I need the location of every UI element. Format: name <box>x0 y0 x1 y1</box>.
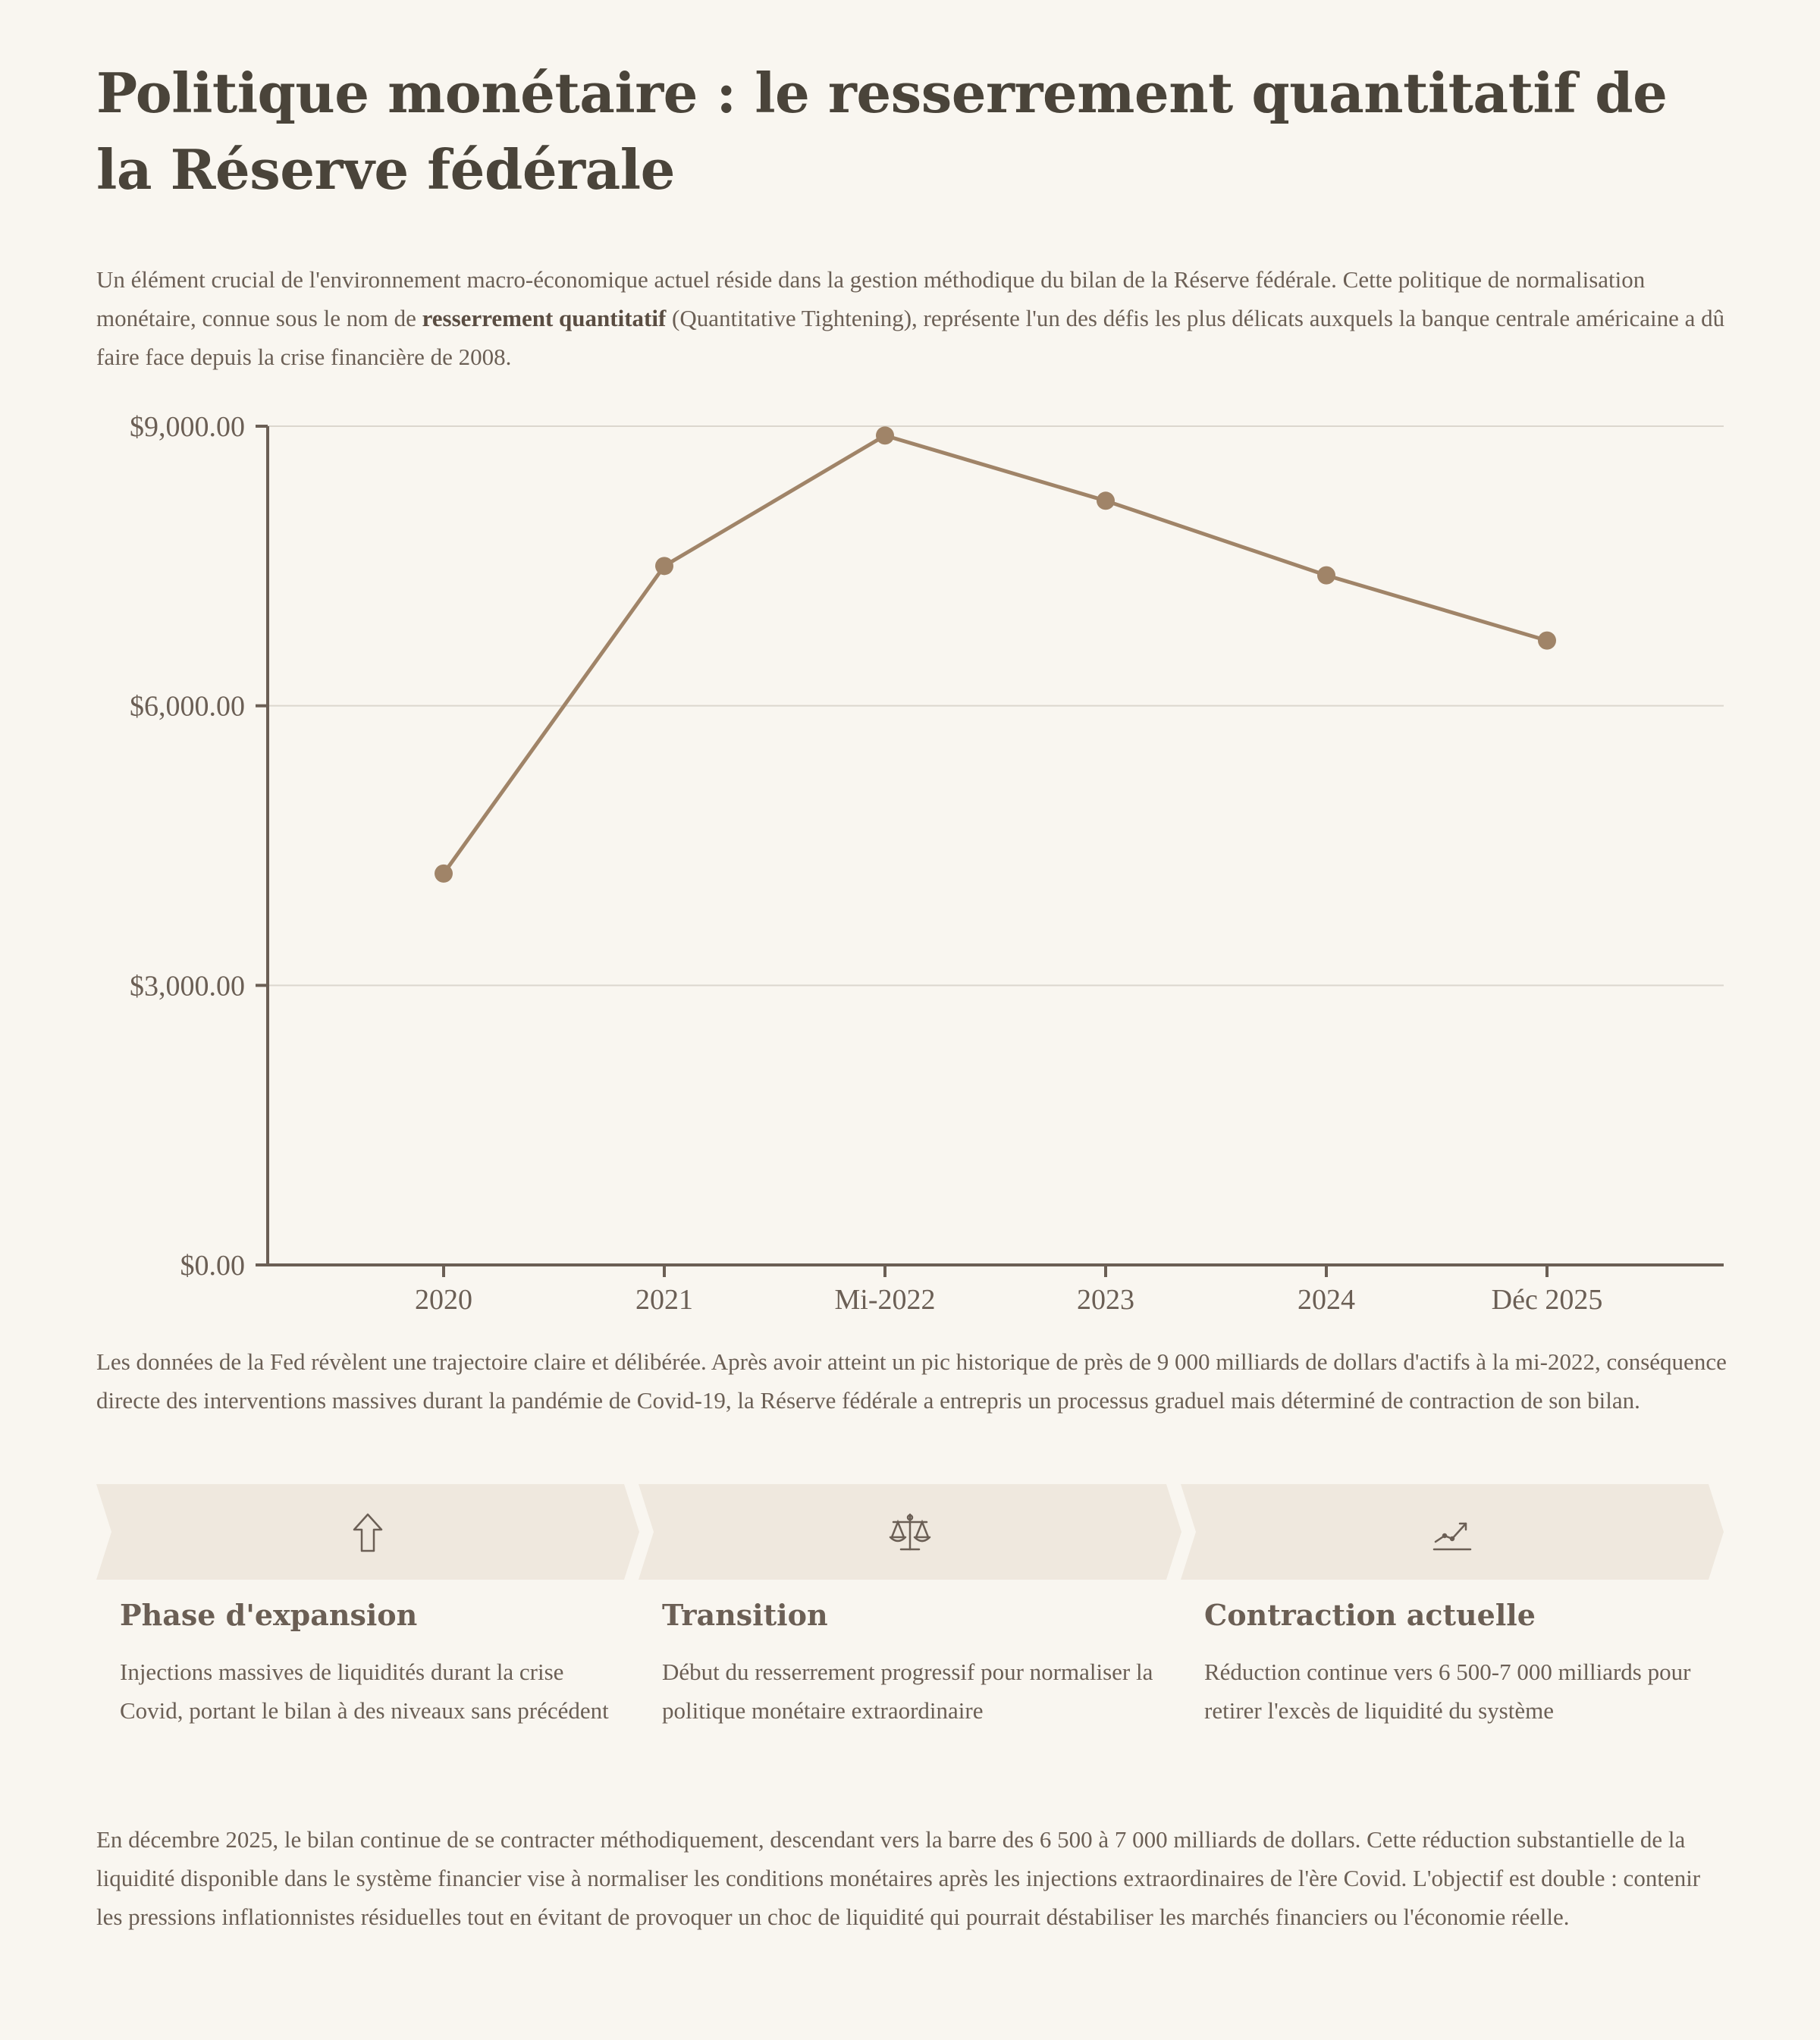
step-description: Réduction continue vers 6 500-7 000 milliards pour retirer l'excès de liquidité du système <box>1204 1659 1691 1724</box>
step-contraction <box>1181 1484 1724 1825</box>
step-title: Contraction actuelle <box>1204 1598 1536 1632</box>
arrow-up-icon <box>345 1510 391 1555</box>
y-tick-label: $3,000.00 <box>130 970 245 1003</box>
intro-paragraph <box>96 260 1727 376</box>
step-transition <box>639 1484 1181 1825</box>
x-tick-label: 2020 <box>415 1284 472 1316</box>
step-description: Début du resserrement progressif pour normaliser la politique monétaire extraordinaire <box>662 1659 1153 1724</box>
phase-steps <box>96 1484 1724 1825</box>
conclusion-paragraph: En décembre 2025, le bilan continue de se contracter méthodiquement, descendant vers la barre des 6 500 à 7 000 milliards de dollars. Cette réduction substantielle de la liquidité disponible dans le système financier vise à normaliser les conditions monétaires après les injections extraordinaires de l'ère Covid. L'objectif est double : contenir les pressions inflationnistes résiduelles tout en évitant de provoquer un choc de liquidité qui pourrait déstabiliser les marchés financiers ou l'économie réelle. <box>96 1826 1701 1930</box>
intro-text-start: Un élément crucial de l'environnement macro-économique actuel réside dans la gestion méthodique du bilan de la Réserve fédérale. Cette politique de normalisation monétaire, connue sous le nom de <box>96 266 1646 331</box>
y-tick-label: $9,000.00 <box>130 411 245 443</box>
chart-axes <box>130 411 1724 1316</box>
y-tick-label: $0.00 <box>180 1250 245 1282</box>
y-tick-label: $6,000.00 <box>130 690 245 723</box>
data-point <box>1317 566 1335 585</box>
data-point <box>1097 491 1115 510</box>
analysis-paragraph: Les données de la Fed révèlent une trajectoire claire et délibérée. Après avoir atteint un pic historique de près de 9 000 milliards de dollars d'actifs à la mi-2022, conséquence directe des interventions massives durant la pandémie de Covid-19, la Réserve fédérale a entrepris un processus graduel mais déterminé de contraction de son bilan. <box>96 1348 1727 1414</box>
x-tick-label: 2024 <box>1298 1284 1355 1316</box>
data-point <box>1538 632 1556 650</box>
step-title: Phase d'expansion <box>120 1598 418 1632</box>
x-tick-label: 2023 <box>1077 1284 1134 1316</box>
chart-series <box>435 426 1556 883</box>
page-title: Politique monétaire : le resserrement quantitatif de la Réserve fédérale <box>96 61 1668 202</box>
data-point <box>876 426 894 444</box>
step-description: Injections massives de liquidités durant la crise Covid, portant le bilan à des niveaux sans précédent <box>120 1659 609 1724</box>
trend-chart-icon <box>1429 1510 1475 1555</box>
step-expansion <box>96 1484 639 1825</box>
chart-grid <box>268 426 1724 985</box>
data-point <box>435 865 453 883</box>
step-title: Transition <box>662 1598 828 1632</box>
series-line <box>444 435 1547 874</box>
x-tick-label: Mi-2022 <box>834 1284 936 1316</box>
x-tick-label: Déc 2025 <box>1491 1284 1603 1316</box>
data-point <box>655 557 673 575</box>
balance-scale-icon <box>887 1510 933 1555</box>
intro-text-end: (Quantitative Tightening), représente l'un des défis les plus délicats auxquels la banque centrale américaine a dû faire face depuis la crise financière de 2008. <box>96 305 1725 370</box>
balance-sheet-chart <box>0 394 1820 1335</box>
intro-bold-term: resserrement quantitatif <box>422 305 667 331</box>
x-tick-label: 2021 <box>635 1284 693 1316</box>
